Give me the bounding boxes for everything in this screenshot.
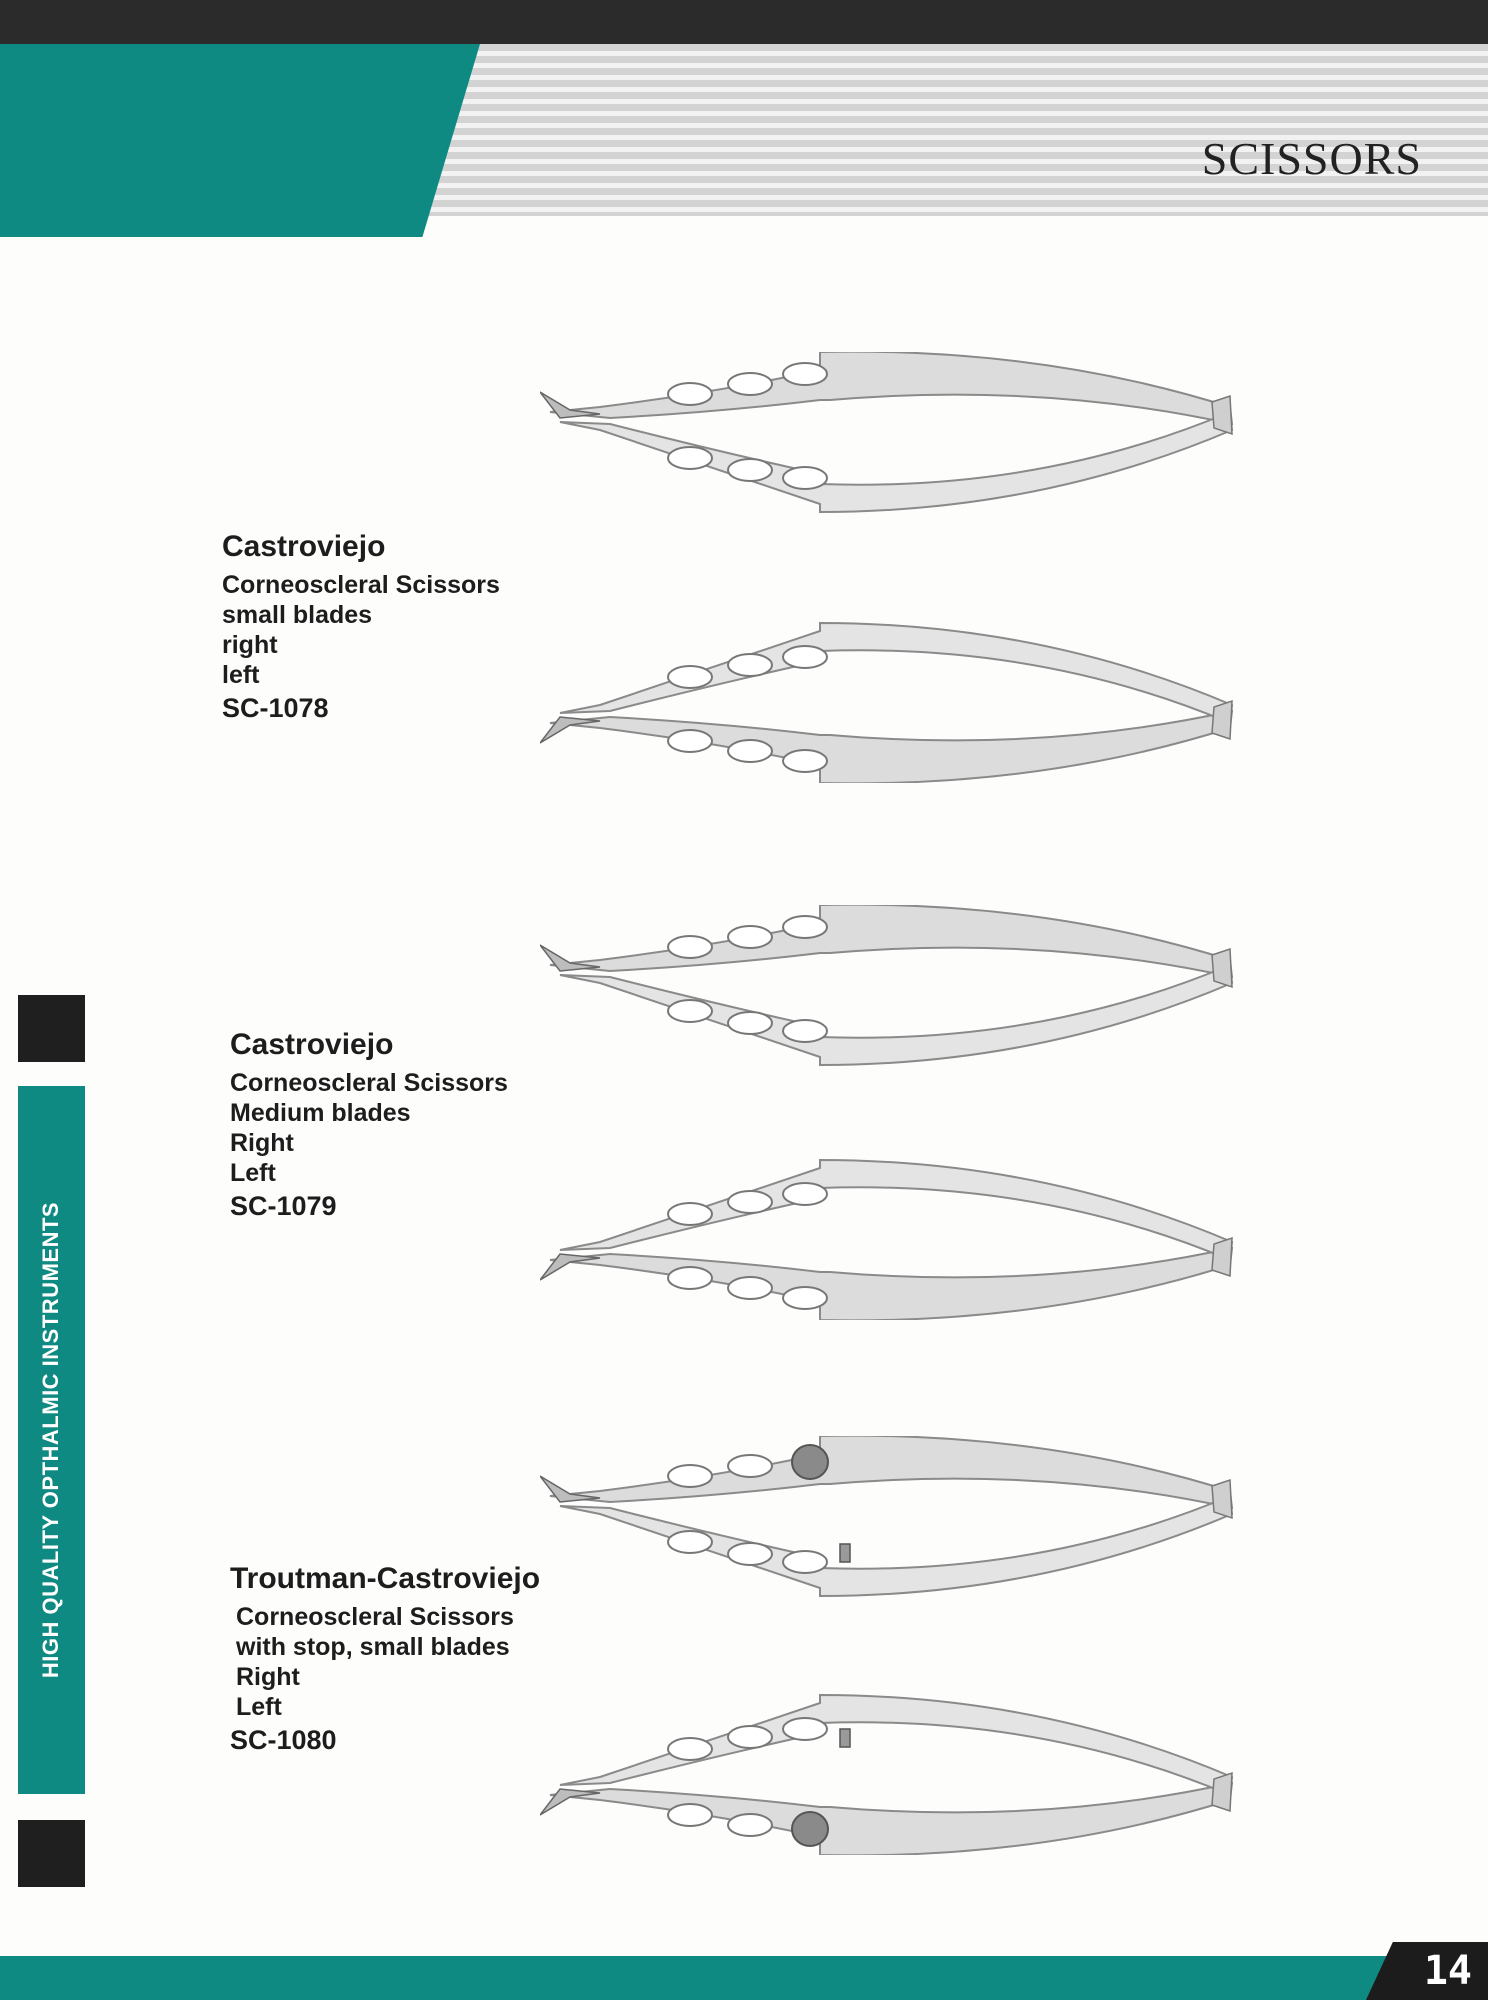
product-description: Corneoscleral Scissors [222,571,500,599]
product-blade-size: small blades [222,601,373,629]
product-sc-1079 [230,1028,508,1222]
product-code: SC-1080 [230,1725,337,1755]
product-variant-right: Right [236,1663,300,1691]
section-title: SCISSORS [1201,133,1422,184]
product-code: SC-1078 [222,693,329,723]
scissors-illustration-sc-1079-right [540,905,1380,1105]
scissors-illustration-sc-1078-right [540,352,1380,552]
top-bar [0,0,1488,44]
product-blade-size: with stop, small blades [236,1633,510,1661]
product-sc-1078 [222,530,500,724]
sidebar-label: HIGH QUALITY OPTHALMIC INSTRUMENTS [38,1201,63,1679]
product-variant-right: Right [230,1129,294,1157]
scissors-illustration-sc-1078-left [540,583,1380,783]
product-title: Troutman-Castroviejo [230,1562,541,1595]
product-variant-left: left [222,661,260,689]
product-title: Castroviejo [230,1028,394,1061]
scissors-illustration-sc-1080-left [540,1655,1380,1855]
product-variant-left: Left [236,1693,282,1721]
scissors-illustration-sc-1080-right [540,1436,1380,1636]
footer-bar [0,1956,1488,2000]
header-accent-block [0,44,480,237]
product-variant-left: Left [230,1159,276,1187]
product-sc-1080 [230,1562,540,1756]
product-description: Corneoscleral Scissors [230,1069,508,1097]
product-title: Castroviejo [222,530,386,563]
scissors-illustration-sc-1079-left [540,1120,1380,1320]
product-code: SC-1079 [230,1191,337,1221]
product-variant-right: right [222,631,278,659]
product-blade-size: Medium blades [230,1099,411,1127]
sidebar-square-bottom [18,1820,85,1887]
product-description: Corneoscleral Scissors [236,1603,514,1631]
sidebar-square-top [18,995,85,1062]
page-number: 14 [1423,1948,1472,1994]
